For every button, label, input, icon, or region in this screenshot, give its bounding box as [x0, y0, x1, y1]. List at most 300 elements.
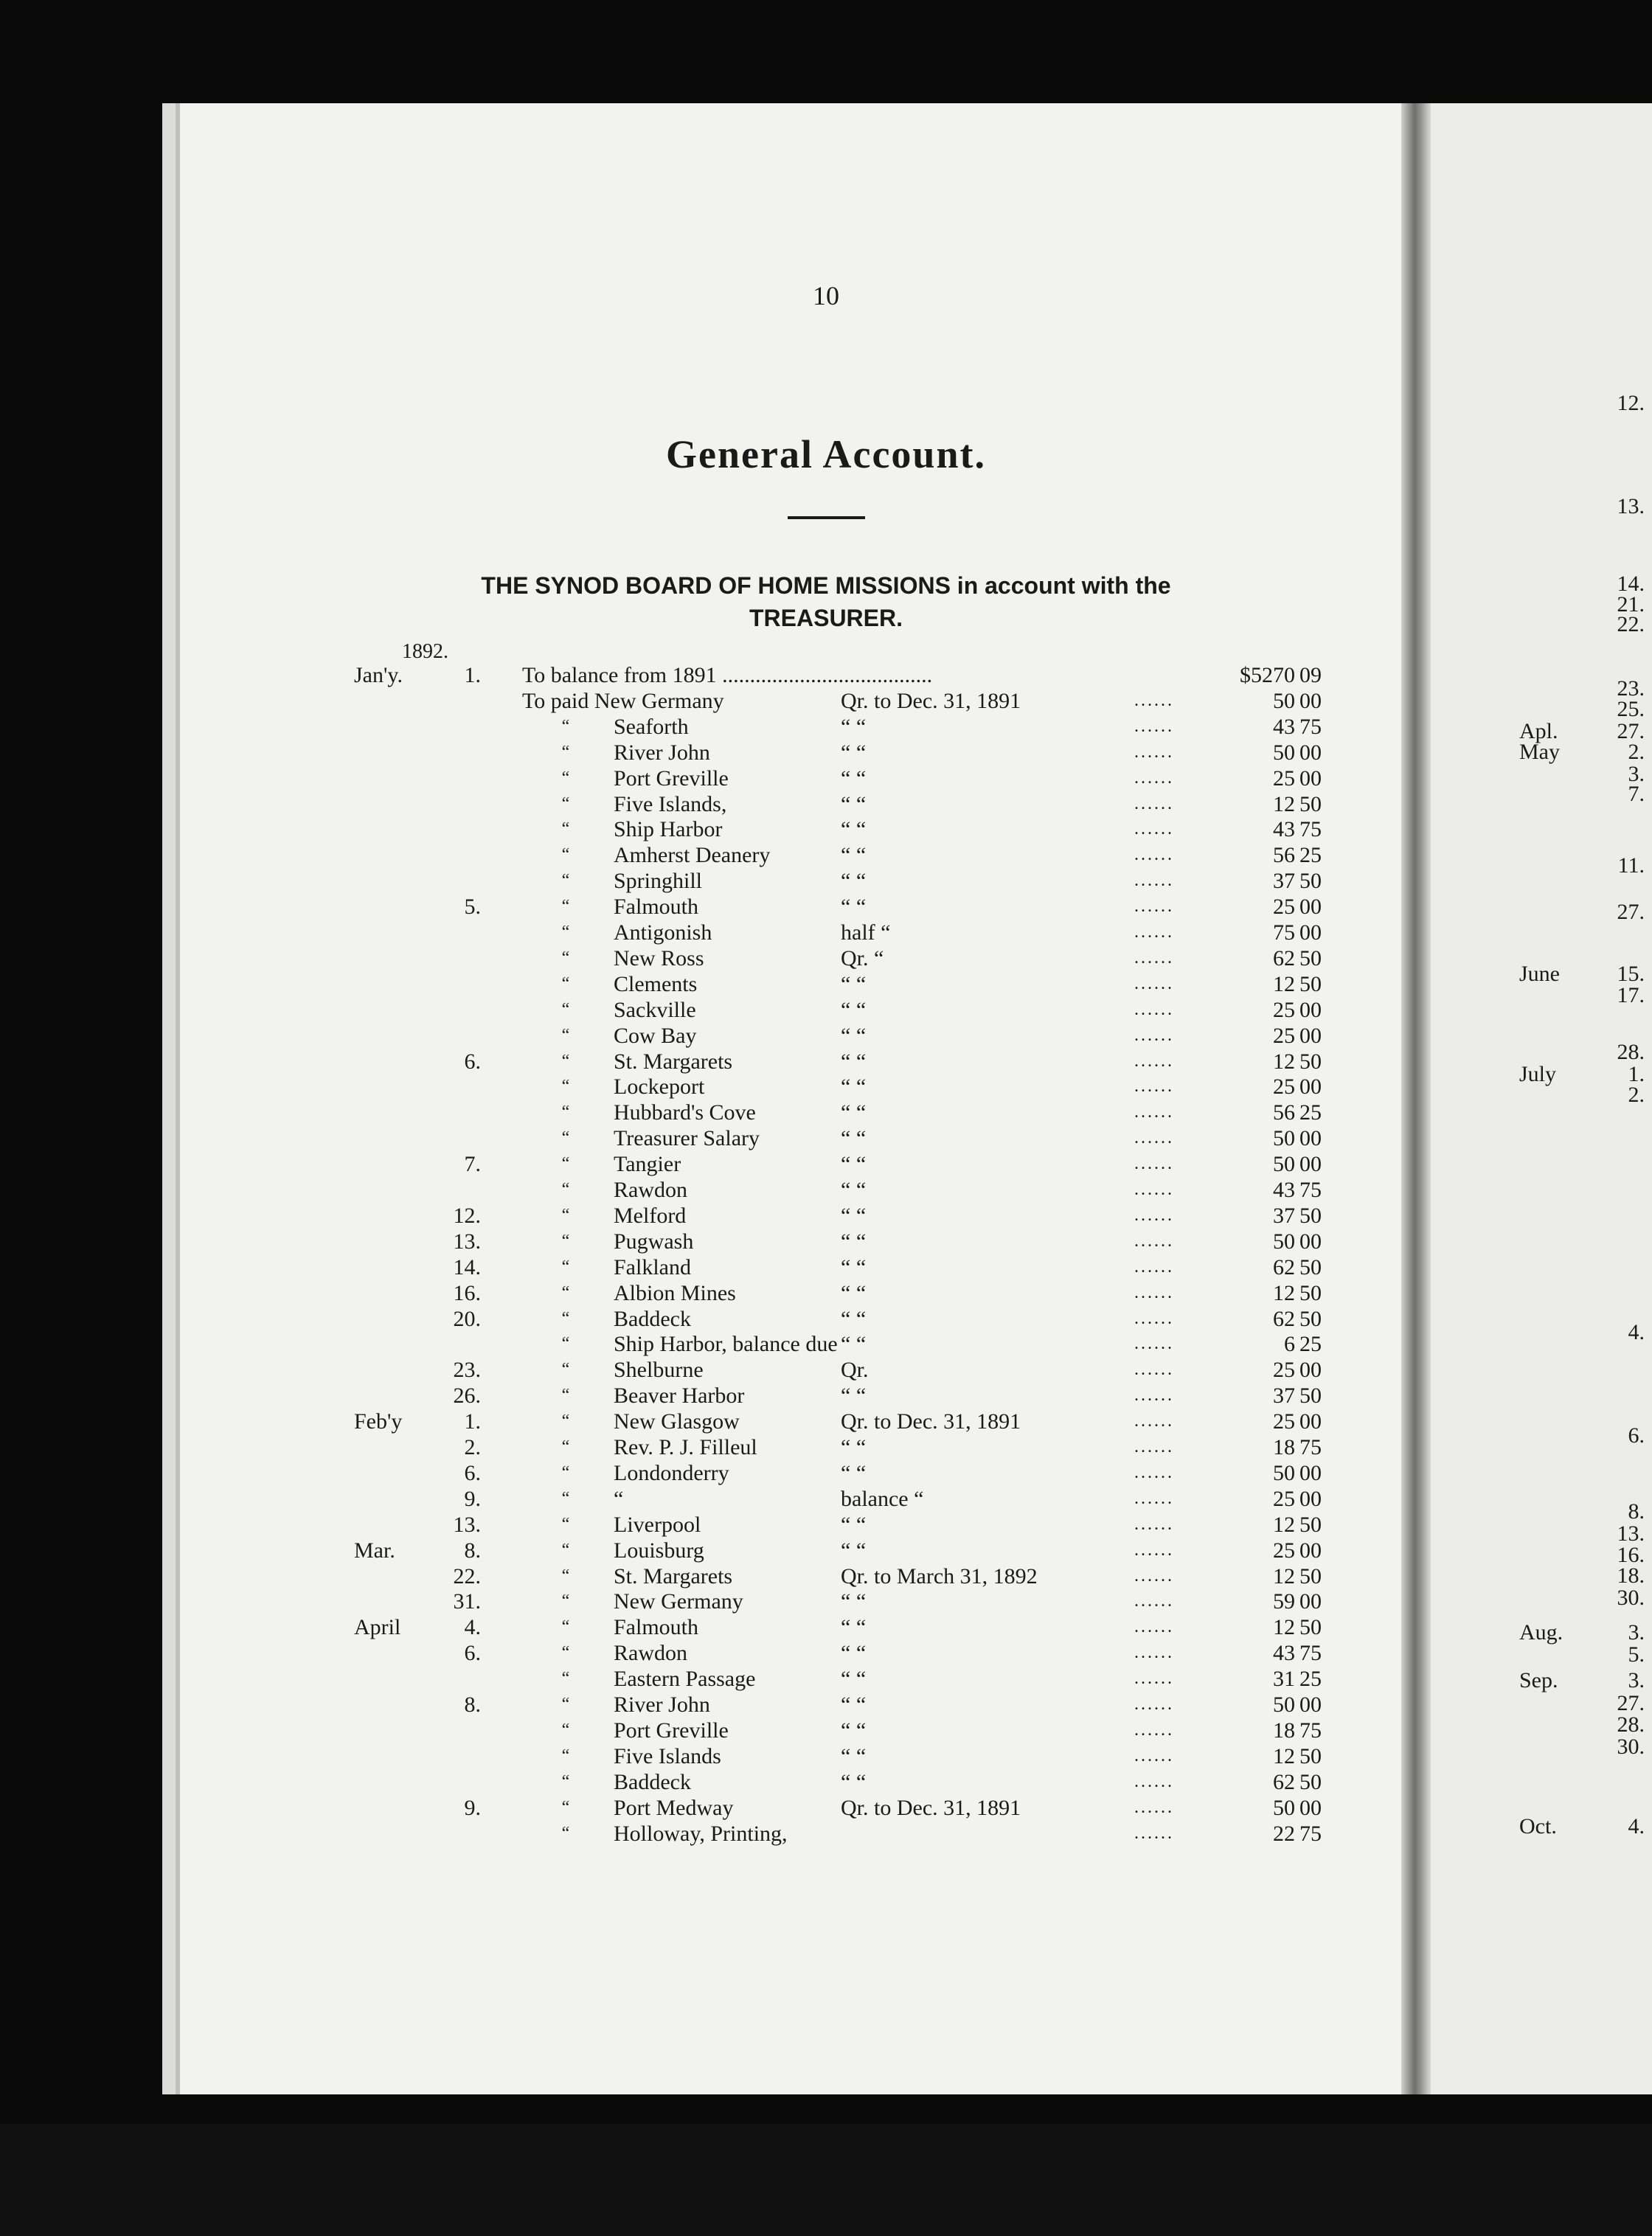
row-description: Eastern Passage: [614, 1667, 756, 1692]
row-cents: 00: [1299, 1229, 1322, 1254]
row-amount: 25: [1273, 1074, 1295, 1100]
row-leader-dots: ......: [1134, 1771, 1174, 1791]
row-cents: 50: [1299, 1615, 1322, 1640]
ledger-row: [0, 1023, 1401, 1049]
row-day: 5.: [464, 895, 481, 920]
ledger-row: [0, 1177, 1401, 1203]
row-period: “ “: [841, 817, 867, 842]
row-ditto-mark: “: [561, 819, 570, 839]
right-entry-day: 2.: [1628, 740, 1645, 764]
ledger-year: 1892.: [402, 640, 448, 663]
row-period: “ “: [841, 1178, 867, 1202]
row-amount: 50: [1273, 688, 1295, 713]
row-leader-dots: ......: [1134, 1566, 1174, 1586]
right-entry-day: 14.: [1617, 572, 1645, 596]
row-description: Holloway, Printing,: [614, 1821, 788, 1846]
row-day: 1.: [464, 663, 481, 687]
ledger-row: [0, 1563, 1401, 1589]
row-period: “ “: [841, 1615, 867, 1640]
row-description: Beaver Harbor: [614, 1383, 745, 1409]
row-ditto-mark: “: [561, 1566, 570, 1586]
row-cents: 00: [1299, 920, 1322, 945]
row-month: Jan'y.: [354, 663, 403, 687]
ledger-row: [0, 1718, 1401, 1743]
row-ditto-mark: “: [561, 1462, 570, 1482]
row-period: “ “: [841, 714, 867, 739]
row-description: Ship Harbor, balance due: [614, 1332, 838, 1357]
row-description: Shelburne: [614, 1358, 704, 1383]
row-cents: 00: [1299, 1538, 1322, 1563]
row-leader-dots: ......: [1134, 1540, 1174, 1560]
ledger-row: [0, 1434, 1401, 1460]
row-period: “ “: [841, 843, 867, 868]
row-cents: 25: [1299, 1332, 1322, 1357]
page-heading: General Account.: [666, 432, 986, 476]
row-period: “ “: [841, 869, 867, 894]
row-day: 20.: [453, 1306, 481, 1331]
row-ditto-mark: “: [561, 1540, 570, 1560]
row-ditto-mark: “: [561, 1617, 570, 1637]
row-amount: 50: [1273, 1460, 1295, 1485]
right-entry-month: Oct.: [1519, 1814, 1557, 1839]
row-amount: 50: [1273, 1152, 1295, 1177]
ledger-row: [0, 1100, 1401, 1125]
row-description: Rawdon: [614, 1641, 687, 1666]
row-description: Falmouth: [614, 895, 699, 920]
row-day: 23.: [453, 1358, 481, 1383]
row-leader-dots: ......: [1134, 794, 1174, 813]
ledger-row: [0, 1229, 1401, 1254]
row-period: “ “: [841, 895, 867, 920]
row-amount: 18: [1273, 1435, 1295, 1459]
row-day: 22.: [453, 1563, 481, 1589]
row-ditto-mark: “: [561, 1514, 570, 1534]
row-leader-dots: ......: [1134, 1051, 1174, 1071]
right-entry-day: 27.: [1617, 900, 1645, 924]
row-description: “: [614, 1486, 624, 1511]
row-description: Baddeck: [614, 1769, 691, 1794]
right-entry-day: 27.: [1617, 1691, 1645, 1715]
row-description: New Ross: [614, 945, 704, 971]
row-cents: 00: [1299, 1795, 1322, 1820]
row-amount: $5270: [1240, 663, 1295, 687]
row-ditto-mark: “: [561, 1360, 570, 1380]
row-description: Five Islands,: [614, 791, 727, 816]
ledger-row: [0, 1666, 1401, 1692]
row-period: Qr. to March 31, 1892: [841, 1563, 1038, 1589]
right-entry-day: 16.: [1617, 1543, 1645, 1567]
right-entry-day: 17.: [1617, 983, 1645, 1007]
row-ditto-mark: “: [561, 1334, 570, 1354]
row-amount: 25: [1273, 1486, 1295, 1511]
row-ditto-mark: “: [561, 1154, 570, 1174]
row-period: “ “: [841, 1718, 867, 1743]
row-leader-dots: ......: [1134, 1412, 1174, 1431]
row-cents: 75: [1299, 1435, 1322, 1459]
row-leader-dots: ......: [1134, 999, 1174, 1019]
row-period: “ “: [841, 1332, 867, 1357]
row-day: 9.: [464, 1795, 481, 1820]
row-description: Hubbard's Cove: [614, 1100, 756, 1125]
row-period: “ “: [841, 791, 867, 816]
row-leader-dots: ......: [1134, 1488, 1174, 1508]
row-leader-dots: ......: [1134, 1617, 1174, 1637]
right-entry-month: July: [1519, 1062, 1557, 1086]
row-day: 13.: [453, 1512, 481, 1537]
ledger-row: [0, 1049, 1401, 1074]
row-ditto-mark: “: [561, 1437, 570, 1456]
row-description: Albion Mines: [614, 1280, 736, 1305]
right-entry-day: 27.: [1617, 719, 1645, 743]
row-leader-dots: ......: [1134, 1334, 1174, 1354]
row-cents: 00: [1299, 997, 1322, 1022]
row-leader-dots: ......: [1134, 1360, 1174, 1380]
row-cents: 00: [1299, 688, 1322, 713]
row-period: “ “: [841, 1254, 867, 1280]
row-description: Melford: [614, 1203, 687, 1228]
row-ditto-mark: “: [561, 1205, 570, 1225]
row-ditto-mark: “: [561, 1720, 570, 1740]
ledger-row: [0, 997, 1401, 1023]
row-month: Feb'y: [354, 1409, 403, 1434]
row-cents: 75: [1299, 1821, 1322, 1846]
row-leader-dots: ......: [1134, 1591, 1174, 1611]
right-entry-day: 13.: [1617, 494, 1645, 518]
row-amount: 12: [1273, 1563, 1295, 1589]
right-entry-day: 30.: [1617, 1586, 1645, 1610]
row-amount: 12: [1273, 791, 1295, 816]
row-cents: 75: [1299, 714, 1322, 739]
ledger-row: [0, 1203, 1401, 1229]
row-description: St. Margarets: [614, 1049, 733, 1074]
row-leader-dots: ......: [1134, 1643, 1174, 1663]
row-description: Rev. P. J. Filleul: [614, 1435, 757, 1459]
ledger-row: [0, 1743, 1401, 1769]
row-leader-dots: ......: [1134, 1103, 1174, 1122]
right-entry-day: 8.: [1628, 1499, 1645, 1524]
row-description: To paid New Germany: [522, 688, 724, 713]
row-description: Treasurer Salary: [614, 1126, 760, 1151]
ledger-row: [0, 842, 1401, 868]
row-description: New Glasgow: [614, 1409, 740, 1434]
row-ditto-mark: “: [561, 1282, 570, 1302]
row-ditto-mark: “: [561, 1669, 570, 1689]
right-entry-day: 28.: [1617, 1712, 1645, 1737]
row-amount: 50: [1273, 740, 1295, 765]
row-description: Liverpool: [614, 1512, 701, 1537]
row-cents: 50: [1299, 791, 1322, 816]
row-ditto-mark: “: [561, 1077, 570, 1097]
row-leader-dots: ......: [1134, 819, 1174, 839]
row-cents: 00: [1299, 765, 1322, 791]
right-entry-day: 4.: [1628, 1814, 1645, 1839]
row-month: Mar.: [354, 1538, 395, 1563]
row-day: 16.: [453, 1280, 481, 1305]
row-period: Qr. to Dec. 31, 1891: [841, 688, 1021, 713]
row-amount: 25: [1273, 1023, 1295, 1048]
right-entry-day: 3.: [1628, 1668, 1645, 1692]
subtitle-line-1: THE SYNOD BOARD OF HOME MISSIONS in account with the: [481, 572, 1171, 599]
right-entry-month: Apl.: [1519, 719, 1558, 743]
right-entry-day: 2.: [1628, 1083, 1645, 1107]
row-cents: 00: [1299, 740, 1322, 765]
row-description: Port Medway: [614, 1795, 734, 1820]
row-cents: 50: [1299, 1280, 1322, 1305]
row-ditto-mark: “: [561, 1103, 570, 1122]
right-entry-month: May: [1519, 740, 1560, 764]
right-entry-day: 13.: [1617, 1521, 1645, 1546]
ledger-row: [0, 1280, 1401, 1306]
row-day: 31.: [453, 1589, 481, 1614]
row-leader-dots: ......: [1134, 1720, 1174, 1740]
row-amount: 37: [1273, 869, 1295, 894]
ledger-row: [0, 1486, 1401, 1512]
ledger-row: [0, 1821, 1401, 1847]
row-amount: 12: [1273, 1615, 1295, 1640]
row-description: Amherst Deanery: [614, 843, 771, 868]
row-ditto-mark: “: [561, 768, 570, 788]
right-entry-day: 30.: [1617, 1735, 1645, 1759]
ledger-row: [0, 868, 1401, 894]
ledger-row: [0, 1538, 1401, 1563]
row-leader-dots: ......: [1134, 1180, 1174, 1199]
row-description: Port Greville: [614, 1718, 729, 1743]
row-ditto-mark: “: [561, 1025, 570, 1045]
row-amount: 43: [1273, 714, 1295, 739]
row-amount: 43: [1273, 1641, 1295, 1666]
ledger-row: [0, 1795, 1401, 1821]
row-day: 2.: [464, 1435, 481, 1459]
row-cents: 00: [1299, 1126, 1322, 1151]
row-amount: 37: [1273, 1383, 1295, 1409]
row-leader-dots: ......: [1134, 923, 1174, 942]
row-cents: 50: [1299, 1743, 1322, 1768]
row-cents: 00: [1299, 1692, 1322, 1717]
row-cents: 50: [1299, 1049, 1322, 1074]
row-cents: 50: [1299, 945, 1322, 971]
right-entry-day: 12.: [1617, 391, 1645, 415]
ledger-row: [0, 688, 1401, 714]
row-amount: 50: [1273, 1692, 1295, 1717]
scan-border: [0, 2124, 1652, 2236]
row-day: 12.: [453, 1203, 481, 1228]
row-ditto-mark: “: [561, 1257, 570, 1277]
row-period: “ “: [841, 971, 867, 996]
row-description: St. Margarets: [614, 1563, 733, 1589]
row-description: Seaforth: [614, 714, 689, 739]
row-description: Ship Harbor: [614, 817, 723, 842]
row-description: Port Greville: [614, 765, 729, 791]
row-cents: 50: [1299, 1512, 1322, 1537]
row-ditto-mark: “: [561, 1591, 570, 1611]
row-description: Tangier: [614, 1152, 681, 1177]
row-period: “ “: [841, 997, 867, 1022]
row-period: Qr. to Dec. 31, 1891: [841, 1409, 1021, 1434]
row-amount: 50: [1273, 1229, 1295, 1254]
row-cents: 50: [1299, 1254, 1322, 1280]
page-number: 10: [813, 281, 839, 310]
row-description: Five Islands: [614, 1743, 721, 1768]
row-cents: 00: [1299, 1074, 1322, 1100]
row-period: “ “: [841, 1023, 867, 1048]
row-leader-dots: ......: [1134, 1205, 1174, 1225]
row-leader-dots: ......: [1134, 1462, 1174, 1482]
row-leader-dots: ......: [1134, 768, 1174, 788]
ledger-row: [0, 945, 1401, 971]
ledger-row: [0, 1460, 1401, 1486]
row-amount: 12: [1273, 971, 1295, 996]
row-amount: 25: [1273, 1538, 1295, 1563]
row-ditto-mark: “: [561, 973, 570, 993]
row-description: New Germany: [614, 1589, 743, 1614]
ledger-row: [0, 740, 1401, 765]
row-ditto-mark: “: [561, 742, 570, 762]
row-ditto-mark: “: [561, 1771, 570, 1791]
subtitle-line-2: TREASURER.: [749, 605, 903, 631]
right-entry-day: 23.: [1617, 676, 1645, 701]
row-description: Pugwash: [614, 1229, 694, 1254]
row-cents: 09: [1299, 663, 1322, 687]
row-description: River John: [614, 740, 710, 765]
row-ditto-mark: “: [561, 1308, 570, 1328]
row-description: Falmouth: [614, 1615, 699, 1640]
right-entry-month: Aug.: [1519, 1620, 1564, 1645]
ledger-row: [0, 894, 1401, 920]
row-day: 6.: [464, 1049, 481, 1074]
row-period: “ “: [841, 1667, 867, 1692]
row-period: “ “: [841, 1203, 867, 1228]
row-day: 6.: [464, 1641, 481, 1666]
row-ditto-mark: “: [561, 1386, 570, 1406]
row-cents: 00: [1299, 1358, 1322, 1383]
row-cents: 75: [1299, 817, 1322, 842]
row-period: “ “: [841, 1769, 867, 1794]
row-cents: 75: [1299, 1641, 1322, 1666]
ledger-row: [0, 1151, 1401, 1177]
ledger-row: [0, 714, 1401, 740]
row-period: Qr. “: [841, 945, 884, 971]
row-leader-dots: ......: [1134, 1308, 1174, 1328]
row-day: 6.: [464, 1460, 481, 1485]
row-amount: 62: [1273, 1254, 1295, 1280]
row-amount: 12: [1273, 1280, 1295, 1305]
right-entry-day: 1.: [1628, 1062, 1645, 1086]
row-description: Falkland: [614, 1254, 691, 1280]
row-amount: 62: [1273, 945, 1295, 971]
row-amount: 50: [1273, 1126, 1295, 1151]
ledger-row: [0, 1254, 1401, 1280]
row-description: Antigonish: [614, 920, 712, 945]
heading-rule: [788, 516, 865, 519]
row-period: “ “: [841, 1100, 867, 1125]
row-cents: 50: [1299, 1383, 1322, 1409]
row-amount: 18: [1273, 1718, 1295, 1743]
row-ditto-mark: “: [561, 871, 570, 891]
ledger-row: [0, 1769, 1401, 1795]
row-amount: 50: [1273, 1795, 1295, 1820]
row-cents: 25: [1299, 1667, 1322, 1692]
right-entry-day: 15.: [1617, 962, 1645, 986]
ledger-row: [0, 1074, 1401, 1100]
row-ditto-mark: “: [561, 1231, 570, 1251]
row-period: “ “: [841, 1538, 867, 1563]
row-amount: 56: [1273, 1100, 1295, 1125]
row-period: “ “: [841, 1641, 867, 1666]
row-amount: 6: [1284, 1332, 1295, 1357]
row-period: “ “: [841, 765, 867, 791]
row-day: 9.: [464, 1486, 481, 1511]
right-entry-day: 4.: [1628, 1320, 1645, 1344]
row-cents: 50: [1299, 971, 1322, 996]
row-leader-dots: ......: [1134, 1695, 1174, 1714]
row-description: Springhill: [614, 869, 703, 894]
row-period: “ “: [841, 740, 867, 765]
row-amount: 75: [1273, 920, 1295, 945]
row-cents: 50: [1299, 869, 1322, 894]
row-leader-dots: ......: [1134, 948, 1174, 968]
row-leader-dots: ......: [1134, 1746, 1174, 1765]
right-entry-day: 3.: [1628, 1620, 1645, 1645]
row-ditto-mark: “: [561, 923, 570, 942]
row-day: 14.: [453, 1254, 481, 1280]
row-period: half “: [841, 920, 891, 945]
row-ditto-mark: “: [561, 1128, 570, 1148]
row-leader-dots: ......: [1134, 1282, 1174, 1302]
row-ditto-mark: “: [561, 716, 570, 736]
row-amount: 25: [1273, 1358, 1295, 1383]
ledger-row: [0, 920, 1401, 945]
row-cents: 00: [1299, 1023, 1322, 1048]
row-period: “ “: [841, 1743, 867, 1768]
row-amount: 59: [1273, 1589, 1295, 1614]
row-day: 4.: [464, 1615, 481, 1640]
row-cents: 75: [1299, 1178, 1322, 1202]
row-description: Baddeck: [614, 1306, 691, 1331]
row-cents: 50: [1299, 1306, 1322, 1331]
row-amount: 43: [1273, 1178, 1295, 1202]
row-day: 8.: [464, 1538, 481, 1563]
row-day: 1.: [464, 1409, 481, 1434]
ledger-row: [0, 791, 1401, 817]
row-cents: 00: [1299, 1152, 1322, 1177]
ledger-row: [0, 1512, 1401, 1538]
ledger-row: [0, 1125, 1401, 1151]
row-leader-dots: ......: [1134, 1077, 1174, 1097]
ledger-row: [0, 1357, 1401, 1383]
row-leader-dots: ......: [1134, 871, 1174, 891]
row-amount: 22: [1273, 1821, 1295, 1846]
row-period: “ “: [841, 1280, 867, 1305]
row-ditto-mark: “: [561, 1412, 570, 1431]
row-amount: 62: [1273, 1306, 1295, 1331]
ledger-row: [0, 765, 1401, 791]
row-leader-dots: ......: [1134, 1231, 1174, 1251]
right-entry-month: June: [1519, 962, 1560, 986]
account-subtitle: [361, 569, 1291, 634]
row-period: Qr. to Dec. 31, 1891: [841, 1795, 1021, 1820]
row-day: 13.: [453, 1229, 481, 1254]
row-ditto-mark: “: [561, 845, 570, 865]
row-leader-dots: ......: [1134, 1025, 1174, 1045]
row-amount: 31: [1273, 1667, 1295, 1692]
row-description: Londonderry: [614, 1460, 729, 1485]
row-leader-dots: ......: [1134, 1128, 1174, 1148]
ledger-row: [0, 1692, 1401, 1718]
row-description: River John: [614, 1692, 710, 1717]
right-entry-month: Sep.: [1519, 1668, 1558, 1692]
ledger-row: [0, 662, 1401, 688]
row-leader-dots: ......: [1134, 716, 1174, 736]
